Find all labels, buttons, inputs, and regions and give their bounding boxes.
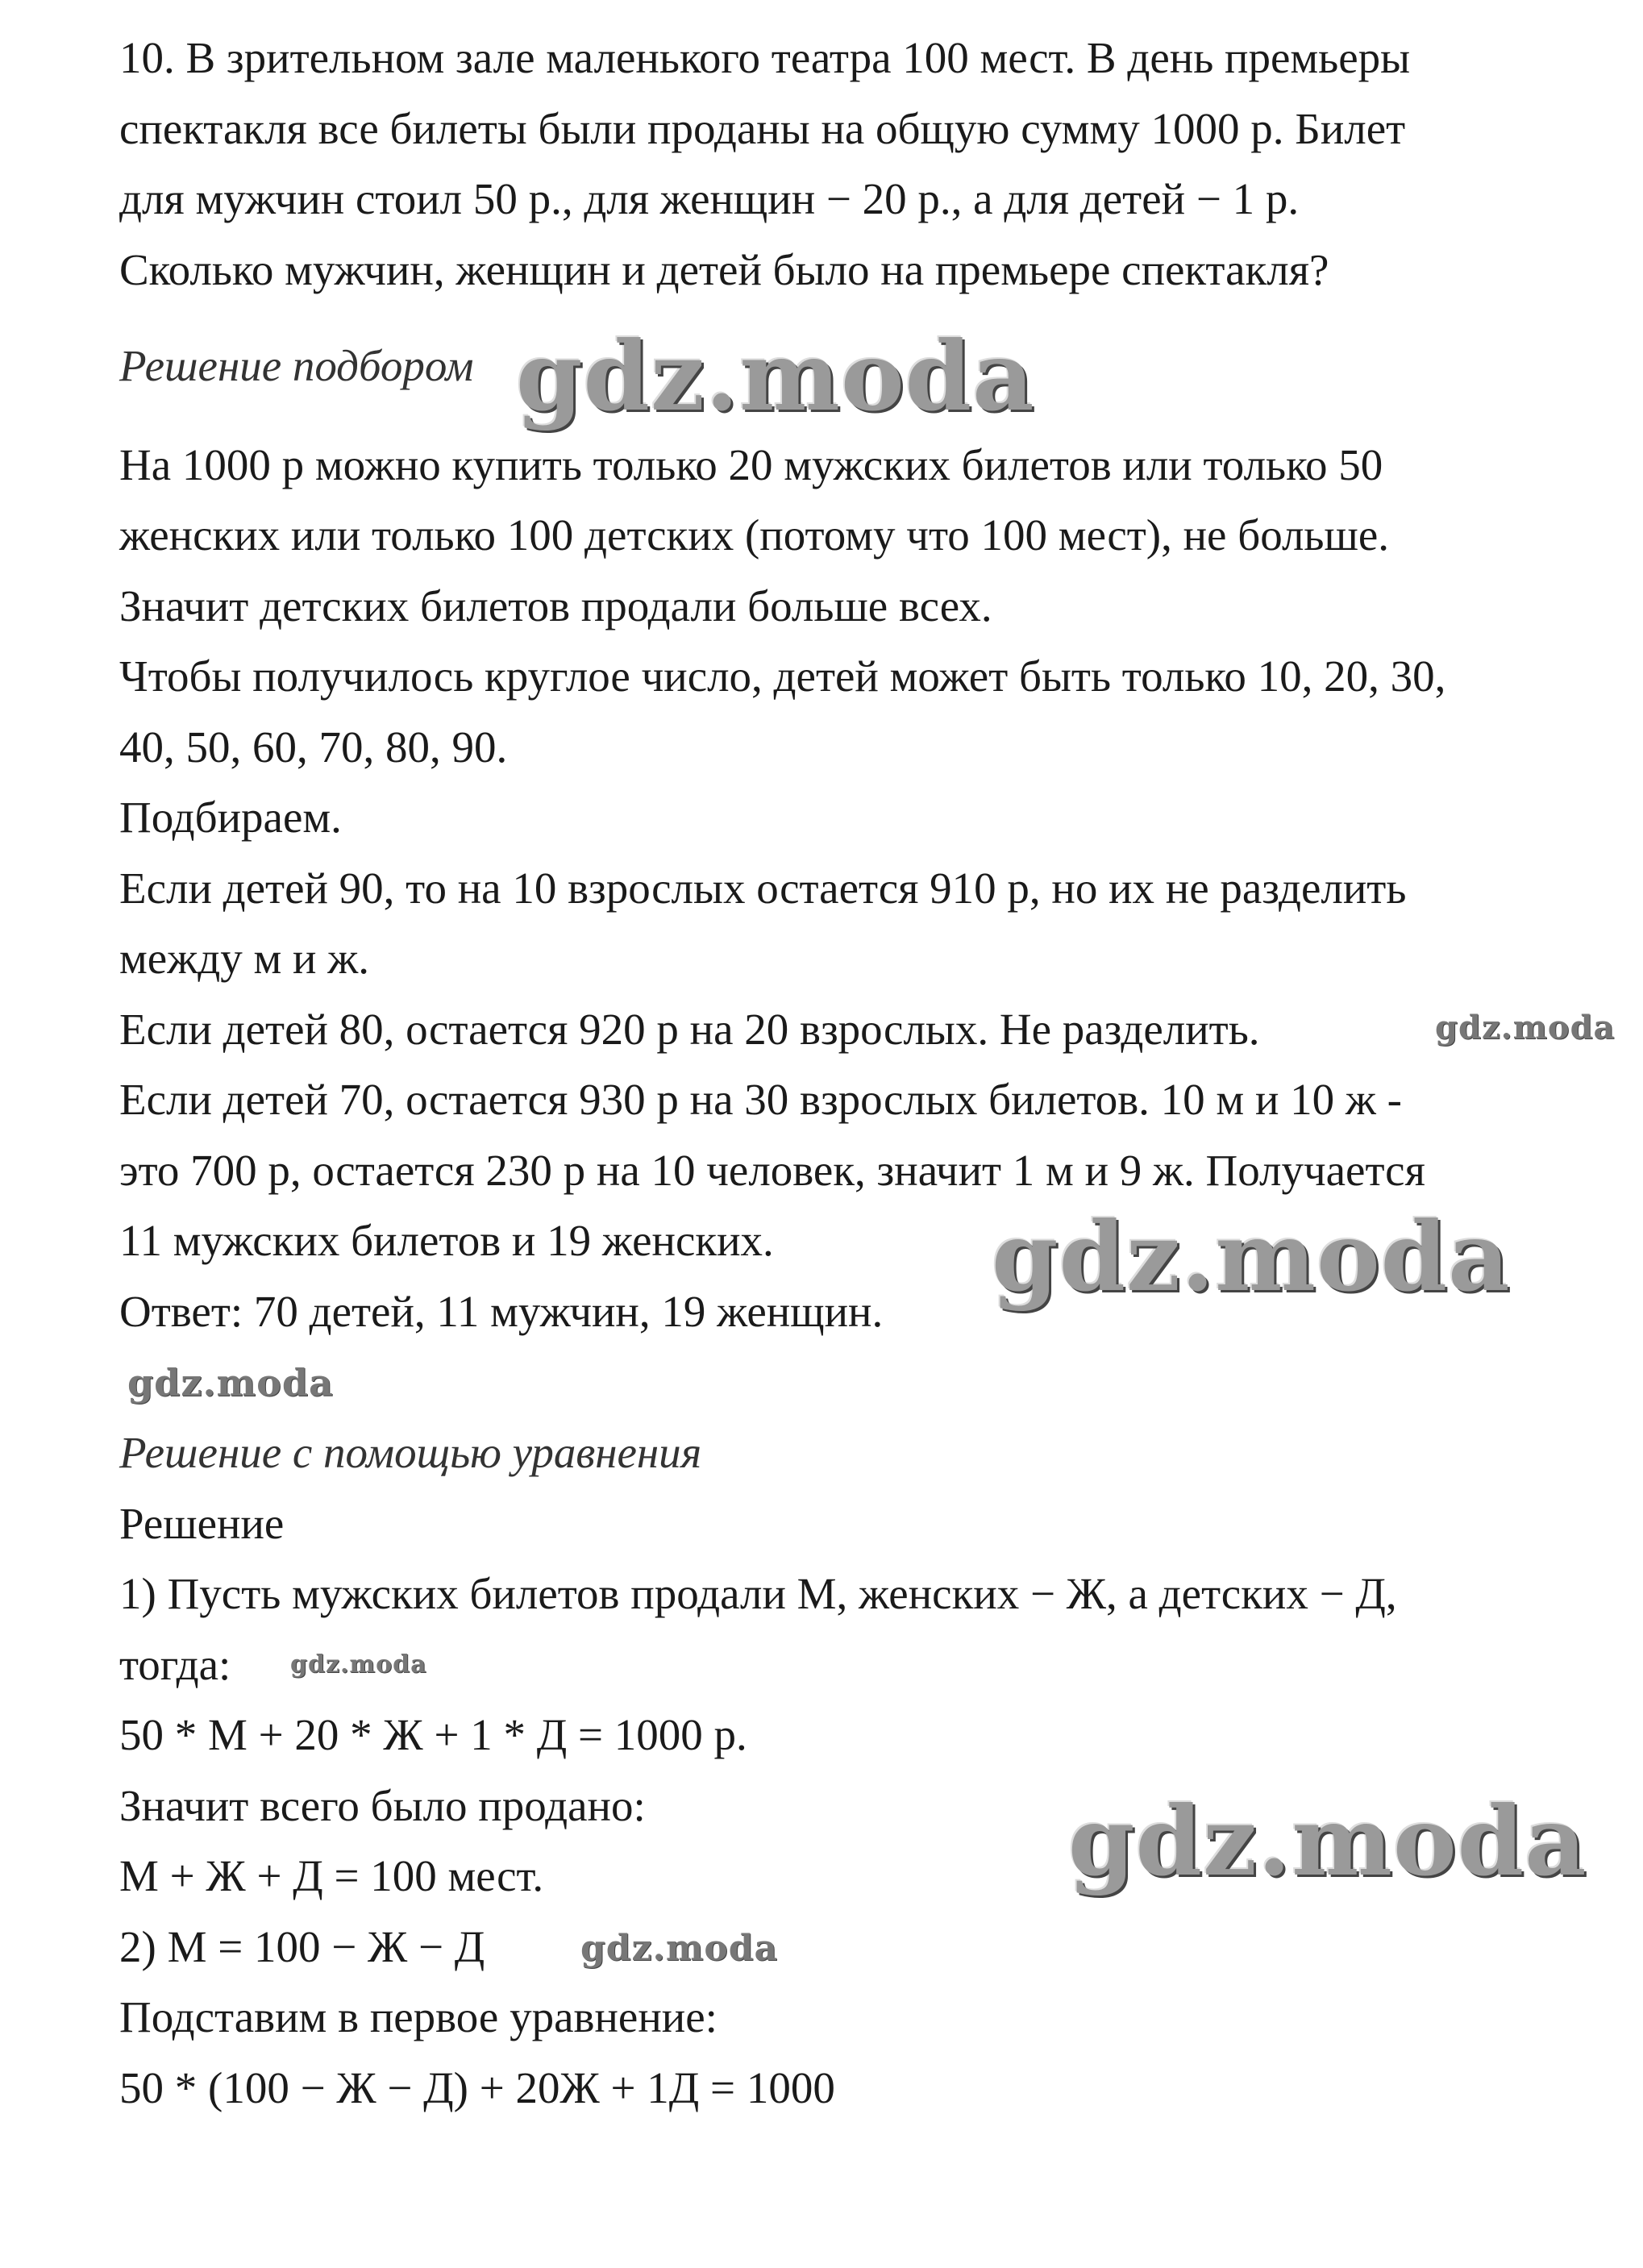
text-line: 50 * (100 − Ж − Д) + 20Ж + 1Д = 1000	[119, 2062, 835, 2112]
text-line: 11 мужских билетов и 19 женских.	[119, 1216, 774, 1265]
watermark: gdz.moda	[127, 1361, 334, 1404]
answer-line: Ответ: 70 детей, 11 мужчин, 19 женщин.	[119, 1286, 884, 1336]
watermark: gdz.moda	[1435, 1009, 1616, 1047]
watermark: gdz.moda	[992, 1201, 1511, 1313]
section-title-selection: Решение подбором	[119, 341, 474, 390]
watermark: gdz.moda	[290, 1650, 427, 1679]
text-line: 1) Пусть мужских билетов продали М, женских − Ж, а детских − Д,	[119, 1569, 1397, 1618]
text-line: 40, 50, 60, 70, 80, 90.	[119, 722, 508, 772]
text-line: Подбираем.	[119, 793, 342, 842]
text-line: Подставим в первое уравнение:	[119, 1992, 718, 2041]
text-line: На 1000 р можно купить только 20 мужских билетов или только 50	[119, 439, 1383, 489]
section-title-equation: Решение с помощью уравнения	[119, 1428, 702, 1477]
text-line: Сколько мужчин, женщин и детей было на премьере спектакля?	[119, 244, 1329, 294]
watermark: gdz.moda	[580, 1928, 779, 1969]
watermark: gdz.moda	[1068, 1785, 1587, 1897]
text-line: это 700 р, остается 230 р на 10 человек, значит 1 м и 9 ж. Получается	[119, 1145, 1425, 1195]
text-line: М + Ж + Д = 100 мест.	[119, 1851, 544, 1900]
text-line: Значит всего было продано:	[119, 1780, 646, 1830]
text-line: Чтобы получилось круглое число, детей может быть только 10, 20, 30,	[119, 651, 1446, 701]
watermark: gdz.moda	[516, 320, 1035, 432]
text-line: Если детей 90, то на 10 взрослых остается 910 р, но их не разделить	[119, 863, 1407, 913]
text-line: Если детей 70, остается 930 р на 30 взрослых билетов. 10 м и 10 ж -	[119, 1075, 1402, 1124]
text-line: женских или только 100 детских (потому что 100 мест), не больше.	[119, 510, 1390, 560]
text-line: между м и ж.	[119, 934, 369, 983]
text-line: 50 * М + 20 * Ж + 1 * Д = 1000 р.	[119, 1710, 747, 1759]
text-line: 2) М = 100 − Ж − Д	[119, 1921, 485, 1971]
text-line: тогда:	[119, 1639, 231, 1689]
text-line: Решение	[119, 1498, 285, 1548]
problem-statement	[119, 23, 1587, 305]
text-line: Значит детских билетов продали больше всех.	[119, 581, 992, 630]
text-line: спектакля все билеты были проданы на общую сумму 1000 р. Билет	[119, 103, 1406, 153]
text-line: для мужчин стоил 50 р., для женщин − 20 р., а для детей − 1 р.	[119, 174, 1300, 223]
text-line: 10. В зрительном зале маленького театра 100 мест. В день премьеры	[119, 33, 1411, 82]
text-line: Если детей 80, остается 920 р на 20 взрослых. Не разделить.	[119, 1004, 1260, 1054]
